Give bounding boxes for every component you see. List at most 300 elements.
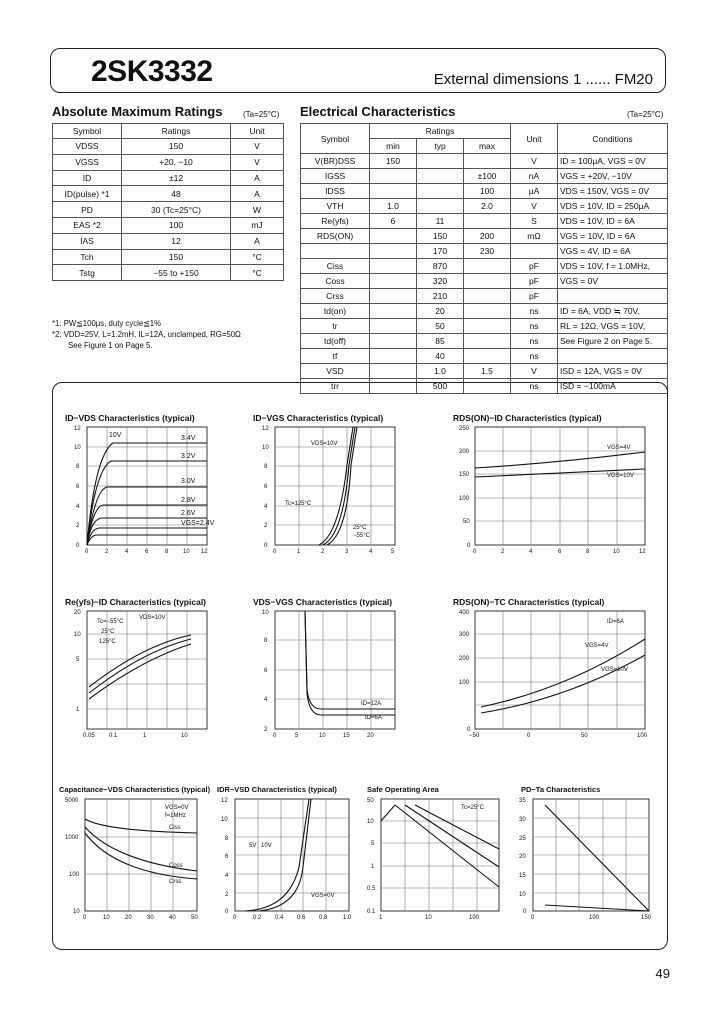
svg-text:VGS=4V: VGS=4V — [607, 445, 631, 451]
svg-text:6: 6 — [76, 484, 80, 490]
svg-text:−50: −50 — [469, 733, 480, 739]
ec-cond: ISD = 12A, VGS = 0V — [558, 364, 668, 379]
svg-text:1: 1 — [379, 915, 383, 921]
svg-text:50: 50 — [581, 733, 588, 739]
svg-text:VDS=10V: VDS=10V — [139, 615, 166, 621]
graph-rdson-id — [457, 425, 657, 557]
svg-text:1.0: 1.0 — [343, 915, 352, 921]
svg-text:0.05: 0.05 — [83, 733, 95, 739]
ec-min — [370, 259, 417, 274]
ec-row — [301, 349, 668, 364]
ec-typ: 170 — [417, 244, 464, 259]
ec-min: 6 — [370, 214, 417, 229]
amr-symbol: PD — [53, 202, 122, 218]
svg-text:VGS=2.4V: VGS=2.4V — [181, 520, 215, 527]
svg-text:2: 2 — [105, 549, 109, 555]
graph-yfs-id-title: Re(yfs)−ID Characteristics (typical) — [65, 597, 207, 607]
svg-text:0: 0 — [527, 733, 531, 739]
ec-max: 200 — [464, 229, 511, 244]
svg-text:20: 20 — [367, 733, 374, 739]
ec-sym: Re(yfs) — [301, 214, 370, 229]
ec-row — [301, 244, 668, 259]
ec-unit: V — [511, 154, 558, 169]
graph-rdson-tc-title: RDS(ON)−TC Characteristics (typical) — [453, 597, 605, 607]
ec-max: ±100 — [464, 169, 511, 184]
svg-text:100: 100 — [459, 496, 470, 502]
ec-cond: VGS = 0V — [558, 274, 668, 289]
svg-text:10: 10 — [103, 915, 110, 921]
ec-condition: (Ta=25°C) — [627, 110, 664, 119]
svg-text:VGS=10V: VGS=10V — [607, 473, 634, 479]
ec-max — [464, 154, 511, 169]
ec-row — [301, 289, 668, 304]
amr-unit: A — [231, 170, 284, 186]
ec-row — [301, 169, 668, 184]
ec-min — [370, 274, 417, 289]
amr-unit: W — [231, 202, 284, 218]
ec-row — [301, 184, 668, 199]
svg-text:0: 0 — [273, 549, 277, 555]
amr-rating: 48 — [122, 186, 231, 202]
ec-sym: RDS(ON) — [301, 229, 370, 244]
amr-symbol: Tstg — [53, 265, 122, 281]
amr-symbol: EAS *2 — [53, 217, 122, 233]
amr-unit: °C — [231, 265, 284, 281]
svg-text:Tc=−55°C: Tc=−55°C — [97, 619, 124, 625]
ec-sym: Coss — [301, 274, 370, 289]
ec-unit: pF — [511, 274, 558, 289]
svg-text:0.5: 0.5 — [367, 886, 376, 892]
svg-text:5000: 5000 — [65, 798, 79, 804]
svg-text:2: 2 — [225, 892, 229, 898]
absolute-maximum-ratings-table — [52, 123, 284, 281]
svg-text:0: 0 — [523, 909, 527, 915]
part-header — [50, 48, 666, 93]
amr-unit: V — [231, 139, 284, 155]
svg-text:100: 100 — [637, 733, 648, 739]
amr-row — [53, 154, 284, 170]
svg-text:12: 12 — [201, 549, 208, 555]
ec-row — [301, 364, 668, 379]
svg-text:1: 1 — [297, 549, 301, 555]
amr-row — [53, 186, 284, 202]
ec-typ: 40 — [417, 349, 464, 364]
ec-min — [370, 304, 417, 319]
svg-text:5V: 5V — [249, 843, 257, 849]
ec-unit: pF — [511, 289, 558, 304]
svg-text:Tc=25°C: Tc=25°C — [461, 805, 484, 811]
ec-row — [301, 274, 668, 289]
ec-sym: VTH — [301, 199, 370, 214]
ec-cond: RL = 12Ω, VGS = 10V, — [558, 319, 668, 334]
ec-unit: ns — [511, 349, 558, 364]
ec-max: 1.5 — [464, 364, 511, 379]
svg-text:3.0V: 3.0V — [181, 478, 196, 485]
ec-min: 150 — [370, 154, 417, 169]
svg-text:5: 5 — [295, 733, 299, 739]
svg-text:10: 10 — [425, 915, 432, 921]
ec-unit: V — [511, 364, 558, 379]
note-2: *2: VDD=25V, L=1.2mH, IL=12A, unclamped, RG=50Ω — [52, 330, 241, 339]
svg-text:10: 10 — [73, 909, 80, 915]
svg-text:6: 6 — [225, 854, 229, 860]
ec-cond: VGS = 4V, ID = 6A — [558, 244, 668, 259]
svg-text:VGS=0V: VGS=0V — [311, 893, 335, 899]
svg-text:Coss: Coss — [169, 863, 183, 869]
svg-text:30: 30 — [519, 817, 526, 823]
ec-cond: ID = 6A, VDD ≒ 70V, — [558, 304, 668, 319]
svg-text:10: 10 — [262, 610, 269, 616]
ec-unit — [511, 244, 558, 259]
graph-pd-ta-title: PD−Ta Characteristics — [521, 785, 601, 794]
ec-max — [464, 214, 511, 229]
svg-text:4: 4 — [369, 549, 373, 555]
ec-typ: 11 — [417, 214, 464, 229]
svg-text:6: 6 — [145, 549, 149, 555]
svg-text:0: 0 — [473, 549, 477, 555]
svg-text:4: 4 — [264, 504, 268, 510]
svg-text:Ciss: Ciss — [169, 825, 181, 831]
svg-text:Crss: Crss — [169, 879, 182, 885]
svg-text:10: 10 — [221, 817, 228, 823]
ec-unit: S — [511, 214, 558, 229]
ec-unit: ns — [511, 304, 558, 319]
ec-max — [464, 274, 511, 289]
ec-sym: Ciss — [301, 259, 370, 274]
amr-col-ratings: Ratings — [122, 124, 231, 139]
ec-col-symbol: Symbol — [301, 124, 370, 154]
amr-rating: +20, −10 — [122, 154, 231, 170]
ec-unit: V — [511, 199, 558, 214]
svg-text:125°C: 125°C — [99, 639, 116, 645]
svg-text:0: 0 — [264, 543, 268, 549]
svg-text:12: 12 — [221, 798, 228, 804]
svg-text:2.8V: 2.8V — [181, 497, 196, 504]
svg-text:20: 20 — [125, 915, 132, 921]
ec-min — [370, 319, 417, 334]
amr-unit: °C — [231, 249, 284, 265]
ec-title: Electrical Characteristics — [300, 104, 456, 119]
ec-max — [464, 319, 511, 334]
ec-typ: 85 — [417, 334, 464, 349]
svg-text:50: 50 — [463, 519, 470, 525]
svg-text:35: 35 — [519, 798, 526, 804]
ec-cond: VGS = 10V, ID = 6A — [558, 229, 668, 244]
svg-text:100: 100 — [69, 872, 80, 878]
ec-row — [301, 199, 668, 214]
amr-rating: 150 — [122, 139, 231, 155]
svg-text:0: 0 — [225, 909, 229, 915]
ec-sym: IDSS — [301, 184, 370, 199]
ec-sym: td(on) — [301, 304, 370, 319]
svg-text:50: 50 — [191, 915, 198, 921]
svg-text:12: 12 — [262, 426, 269, 432]
svg-text:10: 10 — [367, 819, 374, 825]
svg-text:300: 300 — [459, 632, 470, 638]
graph-safe-operating-area — [365, 797, 505, 923]
svg-text:ID=6A: ID=6A — [365, 715, 382, 721]
ec-typ: 500 — [417, 379, 464, 394]
ec-unit: nA — [511, 169, 558, 184]
ec-row — [301, 154, 668, 169]
svg-text:ID=6A: ID=6A — [607, 619, 624, 625]
amr-condition: (Ta=25°C) — [243, 110, 280, 119]
amr-symbol: VGSS — [53, 154, 122, 170]
ec-row — [301, 214, 668, 229]
svg-text:1: 1 — [76, 707, 80, 713]
ec-typ: 1.0 — [417, 364, 464, 379]
amr-row — [53, 217, 284, 233]
ec-cond — [558, 289, 668, 304]
svg-text:VGS=0V: VGS=0V — [165, 805, 189, 811]
svg-text:150: 150 — [459, 472, 470, 478]
ec-typ — [417, 184, 464, 199]
ec-unit: ns — [511, 319, 558, 334]
graph-pd-ta — [517, 797, 653, 923]
svg-text:12: 12 — [639, 549, 646, 555]
ec-row — [301, 319, 668, 334]
svg-text:2.6V: 2.6V — [181, 510, 196, 517]
ec-unit: ns — [511, 334, 558, 349]
ec-row — [301, 334, 668, 349]
svg-text:2: 2 — [264, 523, 268, 529]
svg-text:20: 20 — [519, 854, 526, 860]
svg-text:0.1: 0.1 — [109, 733, 118, 739]
svg-text:0.8: 0.8 — [319, 915, 328, 921]
svg-text:3: 3 — [345, 549, 349, 555]
svg-text:8: 8 — [225, 836, 229, 842]
svg-text:4: 4 — [264, 697, 268, 703]
svg-text:3.2V: 3.2V — [181, 453, 196, 460]
ec-max: 100 — [464, 184, 511, 199]
svg-text:5: 5 — [371, 841, 375, 847]
svg-text:10: 10 — [262, 445, 269, 451]
amr-row — [53, 139, 284, 155]
svg-text:10: 10 — [183, 549, 190, 555]
graph-idr-vsd — [219, 797, 355, 923]
ec-typ: 150 — [417, 229, 464, 244]
ec-cond: ID = 100μA, VGS = 0V — [558, 154, 668, 169]
graph-id-vds-title: ID−VDS Characteristics (typical) — [65, 413, 195, 423]
ec-cond: VDS = 10V, ID = 6A — [558, 214, 668, 229]
amr-rating: ±12 — [122, 170, 231, 186]
ec-unit: pF — [511, 259, 558, 274]
svg-text:1000: 1000 — [65, 835, 79, 841]
svg-text:0.1: 0.1 — [367, 909, 376, 915]
graph-rdson-tc — [457, 609, 657, 741]
amr-unit: V — [231, 154, 284, 170]
ec-min — [370, 334, 417, 349]
svg-text:5: 5 — [391, 549, 395, 555]
graph-vds-vgs — [261, 609, 411, 741]
electrical-characteristics-table — [300, 123, 668, 394]
ec-typ: 210 — [417, 289, 464, 304]
ec-min — [370, 244, 417, 259]
ec-typ: 870 — [417, 259, 464, 274]
svg-text:20: 20 — [74, 610, 81, 616]
amr-symbol: Tch — [53, 249, 122, 265]
ec-col-min: min — [370, 139, 417, 154]
svg-text:8: 8 — [76, 464, 80, 470]
ec-row — [301, 304, 668, 319]
amr-rating: −55 to +150 — [122, 265, 231, 281]
graph-capacitance-vds — [65, 797, 205, 923]
graph-vds-vgs-title: VDS−VGS Characteristics (typical) — [253, 597, 393, 607]
svg-text:2: 2 — [264, 727, 268, 733]
svg-text:0: 0 — [531, 915, 535, 921]
svg-text:VDS=10V: VDS=10V — [311, 441, 338, 447]
ec-unit: μA — [511, 184, 558, 199]
ec-row — [301, 229, 668, 244]
svg-text:VGS=10V: VGS=10V — [601, 667, 628, 673]
ec-min — [370, 364, 417, 379]
graph-yfs-id — [73, 609, 223, 741]
svg-text:10: 10 — [613, 549, 620, 555]
svg-text:4: 4 — [125, 549, 129, 555]
ec-min — [370, 349, 417, 364]
ec-sym: V(BR)DSS — [301, 154, 370, 169]
svg-text:6: 6 — [558, 549, 562, 555]
amr-row — [53, 170, 284, 186]
ec-cond: VDS = 10V, ID = 250μA — [558, 199, 668, 214]
ec-min — [370, 289, 417, 304]
svg-text:0: 0 — [467, 543, 471, 549]
svg-text:0: 0 — [467, 727, 471, 733]
svg-text:4: 4 — [76, 504, 80, 510]
svg-text:4: 4 — [529, 549, 533, 555]
amr-title: Absolute Maximum Ratings — [52, 104, 223, 119]
ec-row — [301, 259, 668, 274]
svg-text:10: 10 — [181, 733, 188, 739]
svg-text:−55°C: −55°C — [353, 533, 370, 539]
ec-cond: VDS = 150V, VGS = 0V — [558, 184, 668, 199]
graph-safe-operating-area-title: Safe Operating Area — [367, 785, 439, 794]
svg-text:VGS=4V: VGS=4V — [585, 643, 609, 649]
ec-unit: ns — [511, 379, 558, 394]
svg-text:10V: 10V — [261, 843, 272, 849]
graph-rdson-id-title: RDS(ON)−ID Characteristics (typical) — [453, 413, 602, 423]
svg-text:0.2: 0.2 — [253, 915, 262, 921]
ec-typ: 320 — [417, 274, 464, 289]
svg-text:10: 10 — [74, 632, 81, 638]
amr-col-symbol: Symbol — [53, 124, 122, 139]
svg-text:0: 0 — [83, 915, 87, 921]
ec-sym: Crss — [301, 289, 370, 304]
ec-typ: 20 — [417, 304, 464, 319]
svg-text:0.4: 0.4 — [275, 915, 284, 921]
ec-col-ratings: Ratings — [370, 124, 511, 139]
svg-text:Tc=125°C: Tc=125°C — [285, 501, 312, 507]
external-dimensions: External dimensions 1 ...... FM20 — [433, 71, 653, 88]
ec-col-max: max — [464, 139, 511, 154]
svg-text:15: 15 — [343, 733, 350, 739]
ec-typ — [417, 169, 464, 184]
part-number: 2SK3332 — [91, 55, 213, 88]
ec-max — [464, 259, 511, 274]
amr-symbol: IAS — [53, 233, 122, 249]
ec-max — [464, 334, 511, 349]
svg-text:250: 250 — [459, 426, 470, 432]
ec-sym: tr — [301, 319, 370, 334]
svg-text:25°C: 25°C — [101, 629, 115, 635]
ec-cond: VDS = 10V, f = 1.0MHz, — [558, 259, 668, 274]
ec-sym: trr — [301, 379, 370, 394]
amr-rating: 100 — [122, 217, 231, 233]
amr-row — [53, 249, 284, 265]
ec-min: 1.0 — [370, 199, 417, 214]
ec-typ — [417, 199, 464, 214]
graph-id-vgs — [261, 425, 411, 557]
svg-text:2: 2 — [501, 549, 505, 555]
ec-typ: 50 — [417, 319, 464, 334]
amr-notes — [52, 318, 292, 351]
svg-text:10: 10 — [319, 733, 326, 739]
svg-text:2: 2 — [76, 523, 80, 529]
svg-text:25°C: 25°C — [353, 525, 367, 531]
amr-unit: A — [231, 186, 284, 202]
svg-text:6: 6 — [264, 484, 268, 490]
ec-cond: ISD = −100mA — [558, 379, 668, 394]
svg-text:8: 8 — [264, 638, 268, 644]
amr-symbol: ID(pulse) *1 — [53, 186, 122, 202]
svg-text:6: 6 — [264, 668, 268, 674]
ec-unit: mΩ — [511, 229, 558, 244]
amr-row — [53, 202, 284, 218]
svg-text:100: 100 — [589, 915, 600, 921]
ec-sym: VSD — [301, 364, 370, 379]
ec-cond — [558, 349, 668, 364]
ec-cond: See Figure 2 on Page 5. — [558, 334, 668, 349]
graph-id-vds — [73, 425, 223, 557]
svg-text:0: 0 — [273, 733, 277, 739]
svg-text:0.6: 0.6 — [297, 915, 306, 921]
svg-text:4: 4 — [225, 873, 229, 879]
svg-text:40: 40 — [169, 915, 176, 921]
svg-text:ID=12A: ID=12A — [361, 701, 382, 707]
page-number: 49 — [655, 966, 670, 981]
ec-cond: VGS = +20V, −10V — [558, 169, 668, 184]
ec-sym: td(off) — [301, 334, 370, 349]
svg-text:5: 5 — [76, 657, 80, 663]
amr-col-unit: Unit — [231, 124, 284, 139]
svg-text:1: 1 — [143, 733, 147, 739]
ec-min — [370, 184, 417, 199]
ec-sym — [301, 244, 370, 259]
characteristics-graphs-panel — [52, 382, 668, 950]
svg-text:8: 8 — [586, 549, 590, 555]
svg-text:12: 12 — [74, 426, 81, 432]
svg-text:0: 0 — [85, 549, 89, 555]
svg-text:0: 0 — [233, 915, 237, 921]
amr-rating: 150 — [122, 249, 231, 265]
ec-max — [464, 304, 511, 319]
ec-sym: tf — [301, 349, 370, 364]
amr-rating: 12 — [122, 233, 231, 249]
svg-text:25: 25 — [519, 836, 526, 842]
ec-col-typ: typ — [417, 139, 464, 154]
ec-sym: IGSS — [301, 169, 370, 184]
amr-row — [53, 233, 284, 249]
ec-max: 2.0 — [464, 199, 511, 214]
svg-text:8: 8 — [264, 464, 268, 470]
ec-col-unit: Unit — [511, 124, 558, 154]
svg-text:400: 400 — [459, 610, 470, 616]
amr-unit: A — [231, 233, 284, 249]
ec-col-conditions: Conditions — [558, 124, 668, 154]
ec-min — [370, 229, 417, 244]
svg-text:200: 200 — [459, 449, 470, 455]
svg-text:2: 2 — [321, 549, 325, 555]
